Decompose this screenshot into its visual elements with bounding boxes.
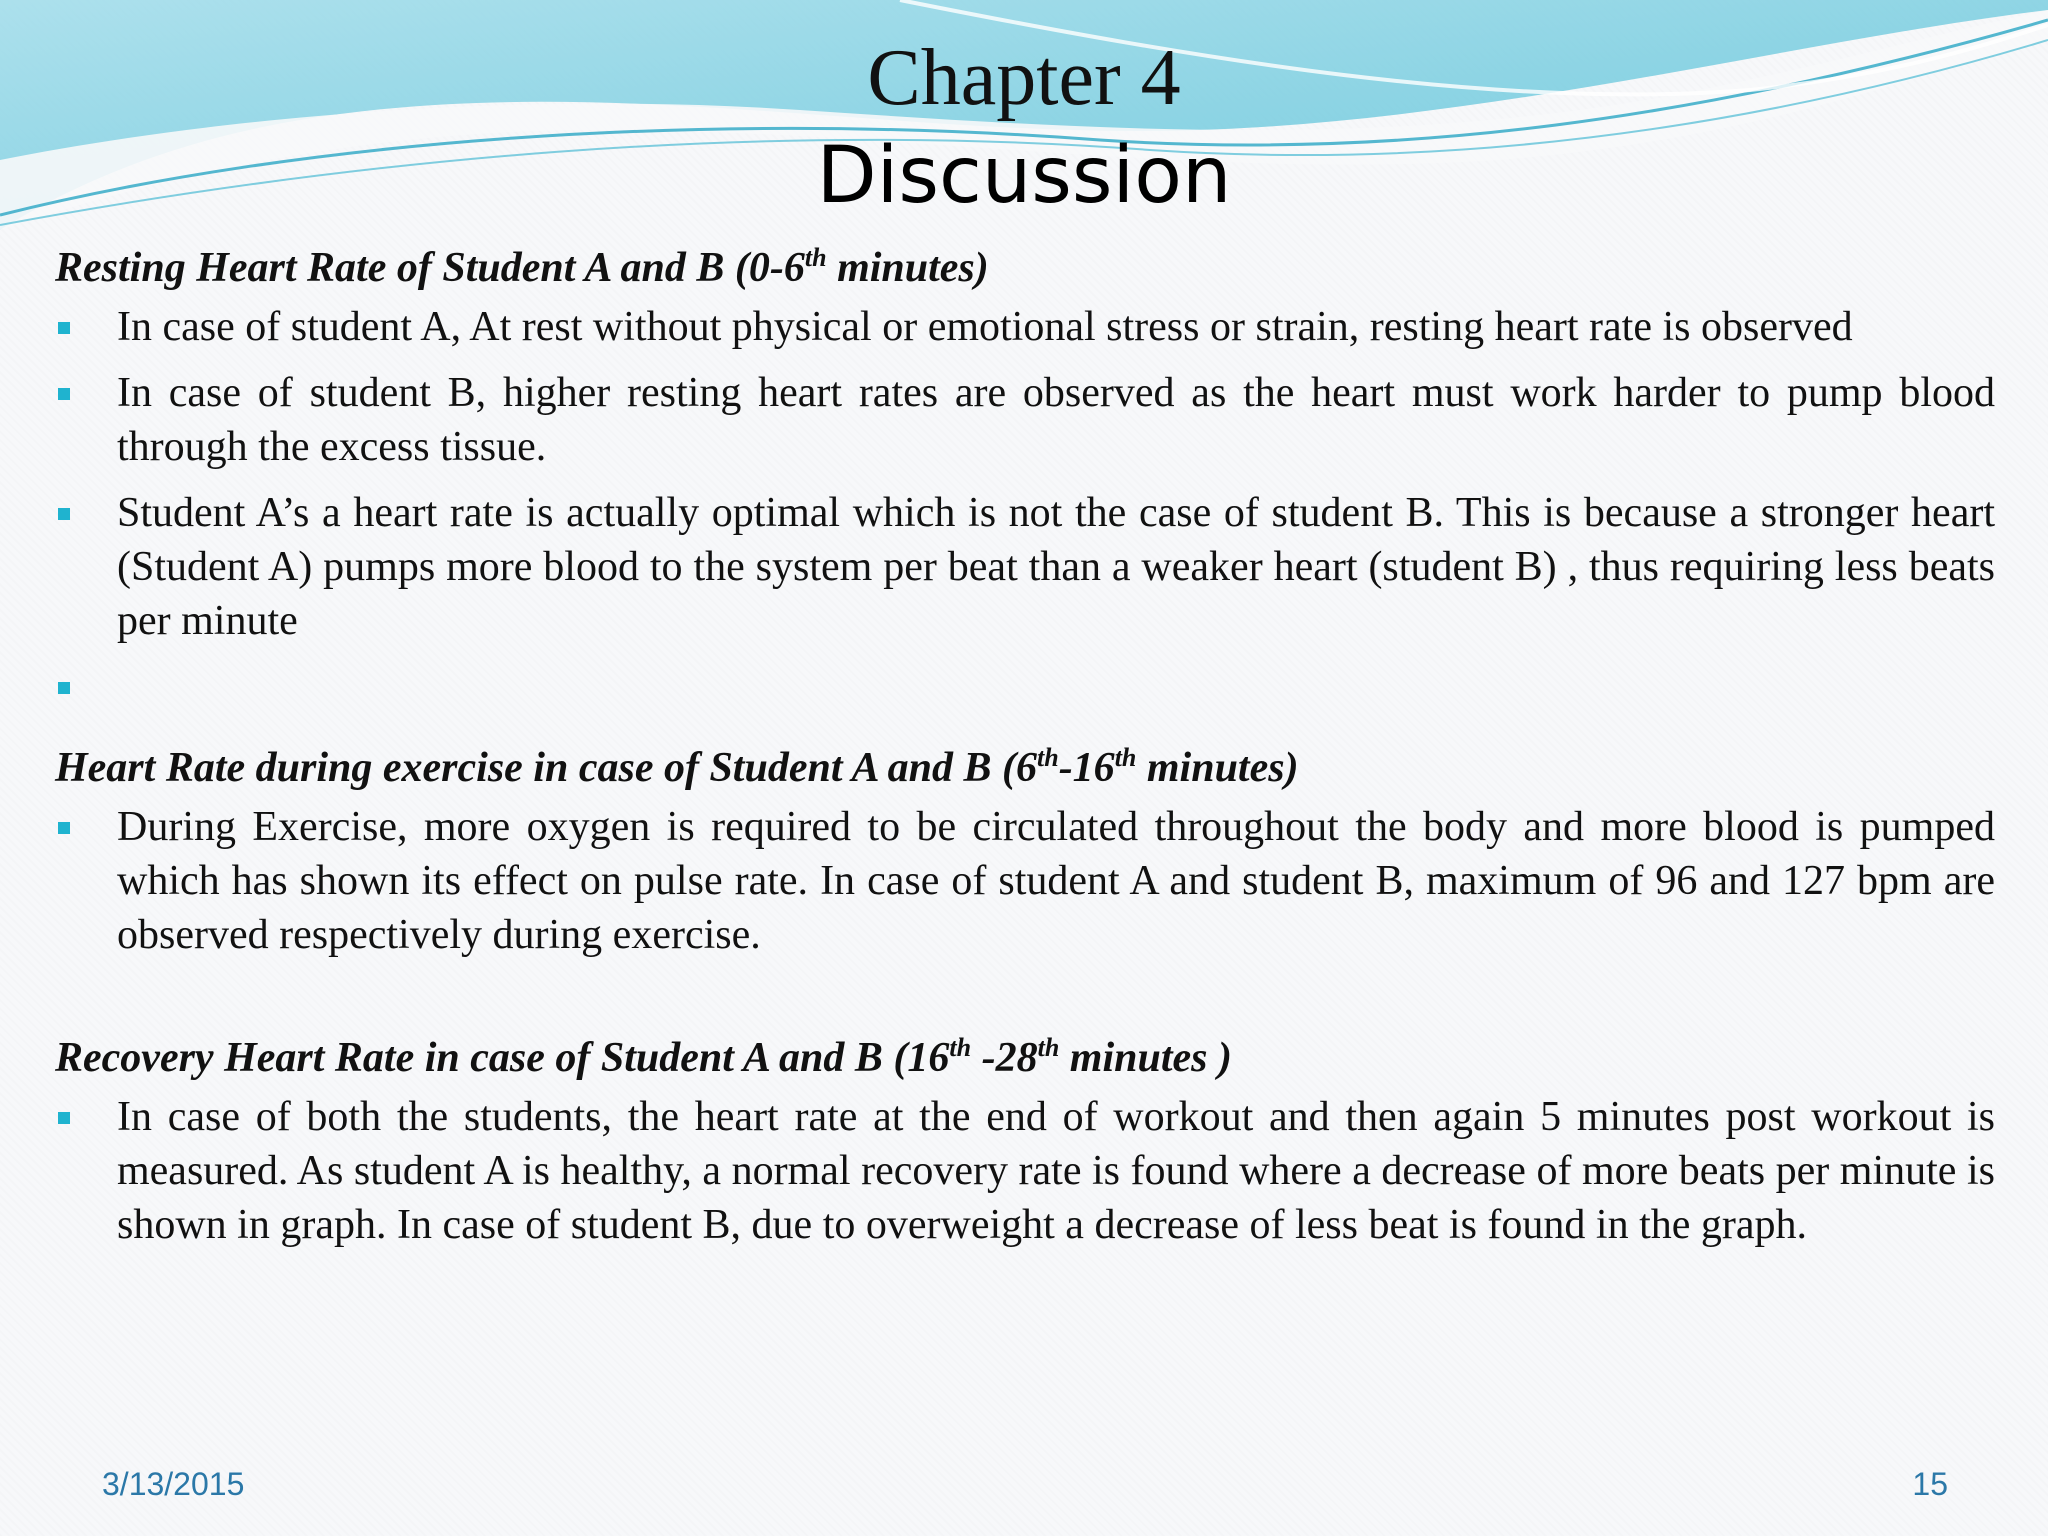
list-item: In case of both the students, the heart rate at the end of workout and then again 5 minutes post workout is measured. As student A is healthy, a normal recovery rate is found where a decrease of more beats per minute is shown in graph. In case of student B, due to overweight a decrease of less beat is found in the graph. — [55, 1090, 1995, 1252]
list-item-empty — [55, 660, 1995, 714]
list-item: In case of student A, At rest without physical or emotional stress or strain, resting heart rate is observed — [55, 300, 1995, 354]
section-heading-recovery: Recovery Heart Rate in case of Student A and B (16th -28th minutes ) — [55, 1033, 1232, 1081]
bullet-square-icon — [58, 682, 70, 694]
bullet-square-icon — [58, 822, 70, 834]
slide-content — [55, 240, 1995, 1264]
bullet-square-icon — [58, 322, 70, 334]
section-heading-resting: Resting Heart Rate of Student A and B (0-6th minutes) — [55, 243, 989, 291]
slide-title-discussion: Discussion — [816, 131, 1232, 221]
bullet-list-exercise — [55, 800, 1995, 962]
bullet-list-recovery — [55, 1090, 1995, 1252]
slide-title-chapter: Chapter 4 — [867, 34, 1181, 122]
section-heading-exercise: Heart Rate during exercise in case of Student A and B (6th-16th minutes) — [55, 743, 1299, 791]
bullet-square-icon — [58, 1112, 70, 1124]
list-item: Student A’s a heart rate is actually optimal which is not the case of student B. This is because a stronger heart (Student A) pumps more blood to the system per beat than a weaker heart (student B) , thus requiring less beats per minute — [55, 486, 1995, 648]
footer-date: 3/13/2015 — [102, 1466, 245, 1502]
footer-page-number: 15 — [1912, 1466, 1948, 1502]
bullet-list-resting — [55, 300, 1995, 714]
list-item: During Exercise, more oxygen is required to be circulated throughout the body and more blood is pumped which has shown its effect on pulse rate. In case of student A and student B, maximum of 96 and 127 bpm are observed respectively during exercise. — [55, 800, 1995, 962]
bullet-square-icon — [58, 388, 70, 400]
title-block — [0, 30, 2048, 226]
list-item: In case of student B, higher resting heart rates are observed as the heart must work harder to pump blood through the excess tissue. — [55, 366, 1995, 474]
bullet-square-icon — [58, 508, 70, 520]
